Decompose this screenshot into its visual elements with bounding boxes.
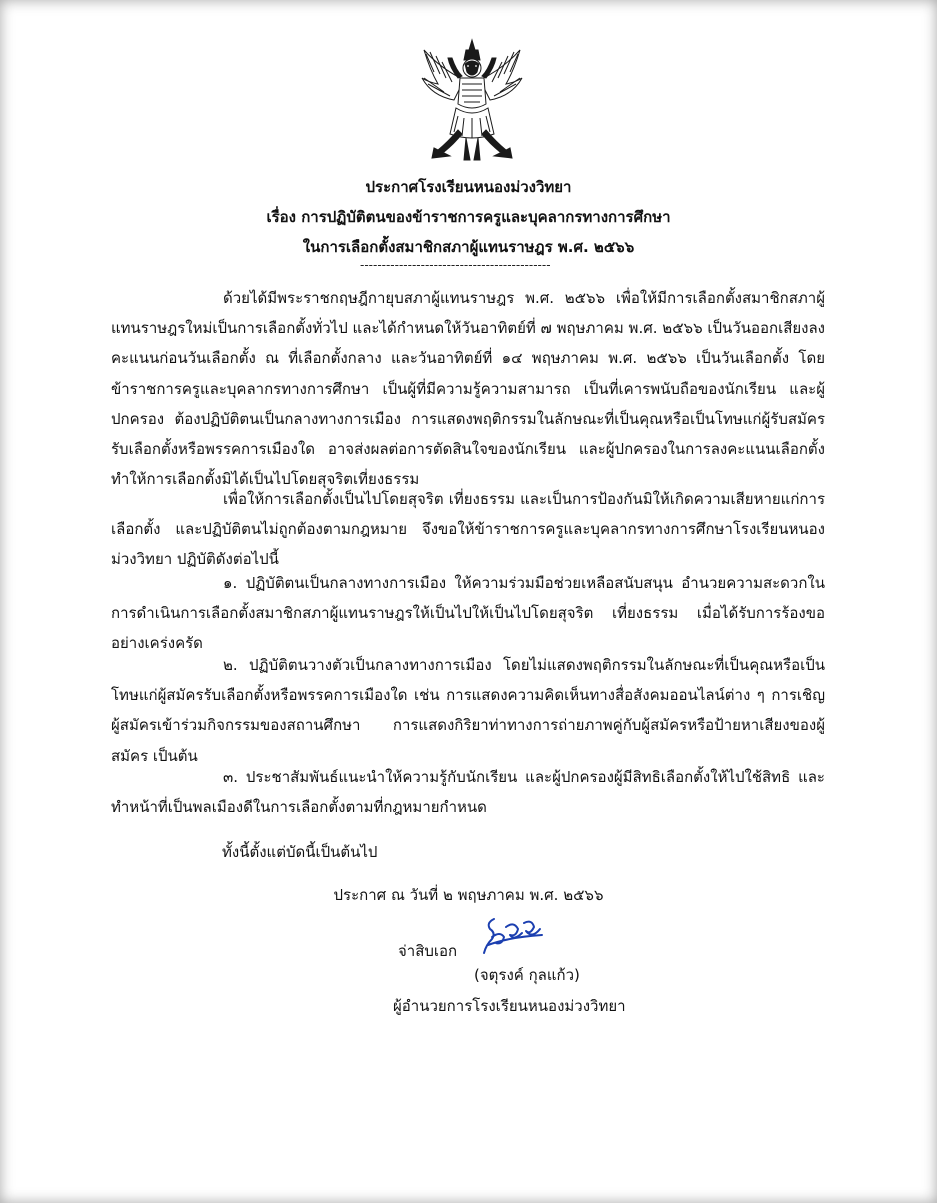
announcement-date: ประกาศ ณ วันที่ ๒ พฤษภาคม พ.ศ. ๒๕๖๖ <box>333 886 604 904</box>
paragraph-intro: ด้วยได้มีพระราชกฤษฎีกายุบสภาผู้แทนราษฎร พ.ศ. ๒๕๖๖ เพื่อให้มีการเลือกตั้งสมาชิกสภาผู้แทนราษฎรใหม่เป็นการเลือกตั้งทั่วไป และได้กำหนดให้วันอาทิตย์ที่ ๗ พฤษภาคม พ.ศ. ๒๕๖๖ เป็นวันออกเสียงลงคะแนนก่อนวันเลือกตั้ง ณ ที่เลือกตั้งกลาง และวันอาทิตย์ที่ ๑๔ พฤษภาคม พ.ศ. ๒๕๖๖ เป็นวันเลือกตั้ง โดยข้าราชการครูและบุคลากรทางการศึกษา เป็นผู้ที่มีความรู้ความสามารถ เป็นที่เคารพนับถือของนักเรียน และผู้ปกครอง ต้องปฏิบัติตนเป็นกลางทางการเมือง การแสดงพฤติกรรมในลักษณะที่เป็นคุณหรือเป็นโทษแก่ผู้รับสมัครรับเลือกตั้งหรือพรรคการเมืองใด อาจส่งผลต่อการตัดสินใจของนักเรียน และผู้ปกครองในการลงคะแนนเลือกตั้ง ทำให้การเลือกตั้งมิได้เป็นไปโดยสุจริตเที่ยงธรรม <box>111 289 825 489</box>
list-item-1: ๑. ปฏิบัติตนเป็นกลางทางการเมือง ให้ความร่วมมือช่วยเหลือสนับสนุน อำนวยความสะดวกในการดำเนินการเลือกตั้งสมาชิกสภาผู้แทนราษฎรให้เป็นไปให้เป็นไปโดยสุจริต เที่ยงธรรม เมื่อได้รับการร้องขออย่างเคร่งครัด <box>111 574 825 653</box>
handwritten-signature <box>480 915 546 961</box>
closing-statement: ทั้งนี้ตั้งแต่บัดนี้เป็นต้นไป <box>222 843 378 861</box>
announcement-subject: เรื่อง การปฏิบัติตนของข้าราชการครูและบุคลากรทางการศึกษา <box>266 208 671 226</box>
signer-position: ผู้อำนวยการโรงเรียนหนองม่วงวิทยา <box>393 997 626 1015</box>
signer-rank: จ่าสิบเอก <box>398 942 458 960</box>
title-divider: -------------------------------------------- <box>360 258 551 272</box>
signer-name: (จตุรงค์ กุลแก้ว) <box>474 966 580 984</box>
paragraph-purpose: เพื่อให้การเลือกตั้งเป็นไปโดยสุจริต เที่ยงธรรม และเป็นการป้องกันมิให้เกิดความเสียหายแก่การเลือกตั้ง และปฏิบัติตนไม่ถูกต้องตามกฎหมาย จึงขอให้ข้าราชการครูและบุคลากรทางการศึกษาโรงเรียนหนองม่วงวิทยา ปฏิบัติดังต่อไปนี้ <box>111 490 825 569</box>
list-item-3: ๓. ประชาสัมพันธ์แนะนำให้ความรู้กับนักเรียน และผู้ปกครองผู้มีสิทธิเลือกตั้งให้ไปใช้สิทธิ และทำหน้าที่เป็นพลเมืองดีในการเลือกตั้งตามที่กฎหมายกำหนด <box>111 768 825 817</box>
garuda-emblem-icon <box>420 38 524 163</box>
list-item-2: ๒. ปฏิบัติตนวางตัวเป็นกลางทางการเมือง โดยไม่แสดงพฤติกรรมในลักษณะที่เป็นคุณหรือเป็นโทษแก่ผู้สมัครรับเลือกตั้งหรือพรรคการเมืองใด เช่น การแสดงความคิดเห็นทางสื่อสังคมออนไลน์ต่าง ๆ การเชิญผู้สมัครเข้าร่วมกิจกรรมของสถานศึกษา การแสดงกิริยาท่าทางการถ่ายภาพคู่กับผู้สมัครหรือป้ายหาเสียงของผู้สมัคร เป็นต้น <box>111 656 825 765</box>
announcement-title: ประกาศโรงเรียนหนองม่วงวิทยา <box>365 178 572 196</box>
announcement-subject-continued: ในการเลือกตั้งสมาชิกสภาผู้แทนราษฎร พ.ศ. ๒๕๖๖ <box>302 238 635 256</box>
